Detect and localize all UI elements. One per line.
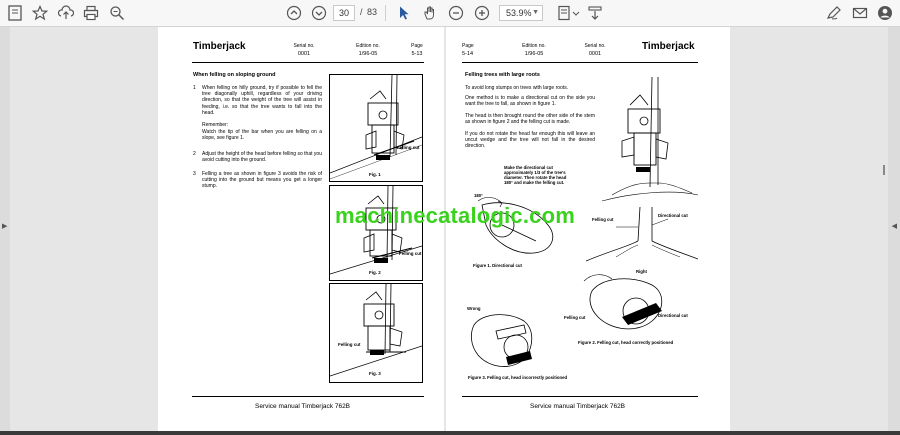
item-text: Felling a tree as shown in figure 3 avoids the risk of cutting into the ground but means you get a longer stump. bbox=[202, 171, 322, 190]
sign-icon[interactable] bbox=[825, 4, 843, 22]
zoom-out-icon[interactable] bbox=[447, 4, 465, 22]
degree-label: 180° bbox=[474, 193, 483, 198]
page-cell bbox=[462, 42, 484, 58]
felling-head-illustration bbox=[330, 186, 422, 280]
directional-cut-label: Directional cut bbox=[658, 313, 688, 318]
header-rule bbox=[192, 62, 424, 63]
expand-left-icon[interactable]: ▶ bbox=[2, 223, 8, 230]
page-value: 5-13 bbox=[411, 51, 423, 57]
paragraph: One method is to make a directional cut on the side you want the tree to fall, as shown in figure 1. bbox=[465, 95, 595, 108]
figure-caption: Figure 3. Felling cut, head incorrectly positioned bbox=[468, 375, 568, 380]
pdf-page-left bbox=[158, 27, 444, 431]
vertical-scrollbar-thumb[interactable] bbox=[883, 165, 885, 175]
right-gutter bbox=[888, 27, 900, 435]
item-text: Watch the tip of the bar when you are felling on a slope, see figure 1. bbox=[202, 129, 322, 142]
hand-icon[interactable] bbox=[421, 4, 439, 22]
select-cursor-icon[interactable] bbox=[395, 4, 413, 22]
serial-label: Serial no. bbox=[584, 43, 606, 49]
item-number: 2 bbox=[193, 151, 196, 157]
page-value: 5-14 bbox=[462, 51, 474, 57]
header-rule bbox=[462, 62, 698, 63]
figure-caption: Figure 2. Felling cut, head correctly positioned bbox=[578, 340, 674, 345]
directional-cut-label: Directional cut bbox=[658, 213, 688, 218]
page-total: 83 bbox=[367, 7, 378, 17]
paragraph: To avoid long stumps on trees with large roots. bbox=[465, 85, 569, 91]
edition-value: 1/96-05 bbox=[524, 51, 544, 57]
zoom-level-select[interactable] bbox=[499, 5, 543, 21]
collapse-right-icon[interactable]: ◀ bbox=[891, 223, 897, 230]
figure-label: Fig. 3 bbox=[369, 371, 381, 376]
zoom-in-icon[interactable] bbox=[473, 4, 491, 22]
watermark-text: machinecatalogic.com bbox=[335, 203, 575, 228]
pdf-page-right bbox=[446, 27, 730, 431]
upload-icon[interactable] bbox=[57, 4, 75, 22]
page-cell bbox=[403, 42, 431, 58]
section-title: When felling on sloping ground bbox=[193, 72, 276, 78]
figure-caption: Figure 1. Directional cut bbox=[473, 263, 522, 268]
item-number: 3 bbox=[193, 171, 196, 177]
toolbar-divider bbox=[385, 5, 386, 21]
brand-title: Timberjack bbox=[642, 41, 695, 52]
page-separator: / bbox=[360, 7, 363, 17]
mail-icon[interactable] bbox=[851, 4, 869, 22]
left-gutter bbox=[0, 27, 10, 435]
fit-menu-chevron-icon[interactable] bbox=[572, 4, 580, 22]
figure-3 bbox=[329, 283, 423, 383]
page-label: Page bbox=[462, 43, 474, 49]
page-footer: Service manual Timberjack 762B bbox=[255, 403, 351, 410]
page-number-input[interactable]: 30 bbox=[333, 5, 355, 21]
item-text: When felling on hilly ground, try if possible to fell the tree diagonally uphill, regardless of your driving direction, so that the weight of the tree will assist in feeding, i.e. so that the tree wants to fall into the head. bbox=[202, 85, 322, 116]
serial-cell bbox=[288, 42, 320, 58]
star-icon[interactable] bbox=[31, 4, 49, 22]
edition-cell bbox=[350, 42, 386, 58]
page-label: Page bbox=[411, 43, 423, 49]
page-footer: Service manual Timberjack 762B bbox=[530, 403, 626, 410]
pdf-toolbar bbox=[0, 0, 900, 27]
felling-head-illustration bbox=[330, 284, 422, 382]
item-number: 1 bbox=[193, 85, 196, 91]
felling-cut-label: Felling cut bbox=[397, 145, 420, 150]
edition-label: Edition no. bbox=[356, 43, 380, 49]
fit-page-icon[interactable] bbox=[555, 4, 573, 22]
arrow-down-icon[interactable] bbox=[310, 4, 328, 22]
felling-cut-label: Felling cut bbox=[564, 315, 586, 320]
edition-label: Edition no. bbox=[522, 43, 546, 49]
paragraph: The head is then brought round the other side of the stem as shown in figure 2 and the felling cut is made. bbox=[465, 113, 595, 126]
serial-label: Serial no. bbox=[293, 43, 315, 49]
footer-rule bbox=[462, 396, 698, 397]
footer-rule bbox=[192, 396, 424, 397]
section-title: Felling trees with large roots bbox=[465, 72, 540, 78]
felling-head-illustration bbox=[330, 75, 422, 181]
serial-value: 0001 bbox=[297, 51, 311, 57]
edition-cell bbox=[516, 42, 552, 58]
directional-cut-illustration bbox=[602, 77, 698, 207]
figure-2 bbox=[329, 185, 423, 281]
item-text: Adjust the height of the head before felling so that you avoid cutting into the ground. bbox=[202, 151, 322, 164]
chevron-down-icon: ▼ bbox=[532, 9, 539, 16]
account-icon[interactable] bbox=[876, 4, 894, 22]
figure-1 bbox=[329, 74, 423, 182]
felling-cut-label: Felling cut bbox=[399, 251, 422, 256]
correct-position-figure bbox=[582, 271, 692, 337]
print-icon[interactable] bbox=[82, 4, 100, 22]
figure-label: Fig. 2 bbox=[369, 270, 381, 275]
paragraph: If you do not rotate the head far enough this will leave an uncut wedge and the tree will not fall in the desired direction. bbox=[465, 131, 595, 150]
zoom-search-icon[interactable] bbox=[108, 4, 126, 22]
serial-value: 0001 bbox=[588, 51, 602, 57]
bottom-edge bbox=[0, 431, 900, 435]
figure-label: Fig. 1 bbox=[369, 172, 381, 177]
felling-cut-label: Felling cut bbox=[338, 342, 361, 347]
sidebar-toggle-icon[interactable] bbox=[6, 4, 24, 22]
incorrect-position-figure bbox=[468, 311, 544, 373]
zoom-level-value: 53.9% bbox=[506, 8, 532, 18]
callout-text: Make the directional cut approximately 1/3 of the tree's diameter. Then rotate the head 180° and make the felling cut. bbox=[504, 165, 567, 185]
edition-value: 1/96-05 bbox=[358, 51, 378, 57]
felling-cut-label: Felling cut bbox=[592, 217, 614, 222]
item-text: Remember: bbox=[202, 122, 229, 128]
serial-cell bbox=[579, 42, 611, 58]
wrong-label: Wrong bbox=[467, 306, 481, 311]
brand-title: Timberjack bbox=[193, 41, 246, 52]
arrow-up-icon[interactable] bbox=[285, 4, 303, 22]
right-label: Right bbox=[636, 269, 647, 274]
scroll-mode-icon[interactable] bbox=[586, 4, 604, 22]
